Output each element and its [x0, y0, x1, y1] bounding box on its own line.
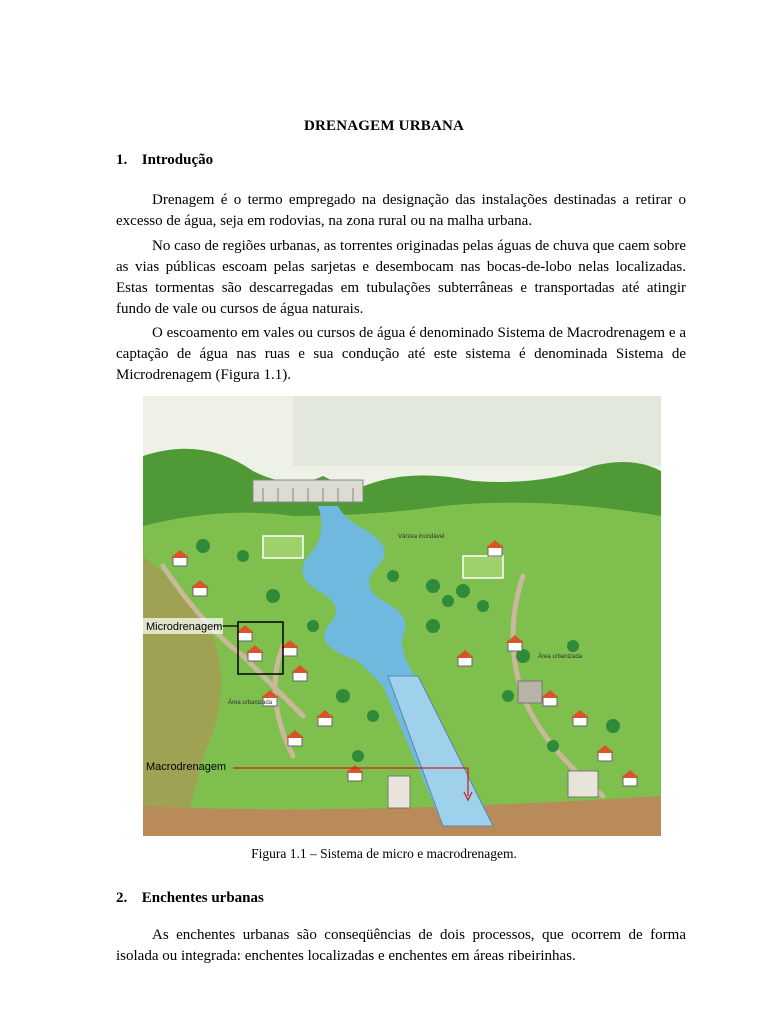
paragraph-enchentes-processos: As enchentes urbanas são conseqüências de dois processos, que ocorrem de forma isolada ou integrada: enchentes localizadas e enchentes em áreas ribeirinhas.	[116, 927, 686, 964]
label-microdrenagem: Microdrenagem	[146, 621, 223, 633]
document-title: DRENAGEM URBANA	[303, 118, 465, 134]
section-title: Introdução	[141, 152, 214, 168]
section-title: Enchentes urbanas	[141, 890, 264, 906]
section-number: 1.	[116, 152, 128, 168]
figure-caption: Figura 1.1 – Sistema de micro e macrodrenagem.	[251, 846, 517, 861]
paragraph-macro-micro: O escoamento em vales ou cursos de água é denominado Sistema de Macrodrenagem e a captação de água nas ruas e sua condução até este sistema é denominada Sistema de Microdrenagem (Figura 1.1).	[116, 325, 686, 383]
paragraph-regioes-urbanas: No caso de regiões urbanas, as torrentes originadas pelas águas de chuva que caem sobre as vias públicas escoam pelas sarjetas e desembocam nas bocas-de-lobo nelas localizadas. Estas tormentas são descarregadas em tubulações subterrâneas e transportadas até atingir fundo de vale ou cursos de água naturais.	[116, 238, 686, 317]
drainage-illustration	[143, 396, 661, 836]
paragraph-drenagem-definicao: Drenagem é o termo empregado na designação das instalações destinadas a retirar o excesso de água, seja em rodovias, na zona rural ou na malha urbana.	[116, 192, 686, 229]
section-number: 2.	[116, 890, 128, 906]
section-heading-enchentes	[116, 890, 264, 907]
label-area-urbanizada-left: Área urbanizada	[228, 700, 273, 706]
label-area-urbanizada-right: Área urbanizada	[538, 654, 583, 660]
label-macrodrenagem: Macrodrenagem	[146, 761, 227, 773]
section-heading-introducao	[116, 152, 213, 169]
label-varzea: Várzea inundável	[398, 534, 445, 540]
